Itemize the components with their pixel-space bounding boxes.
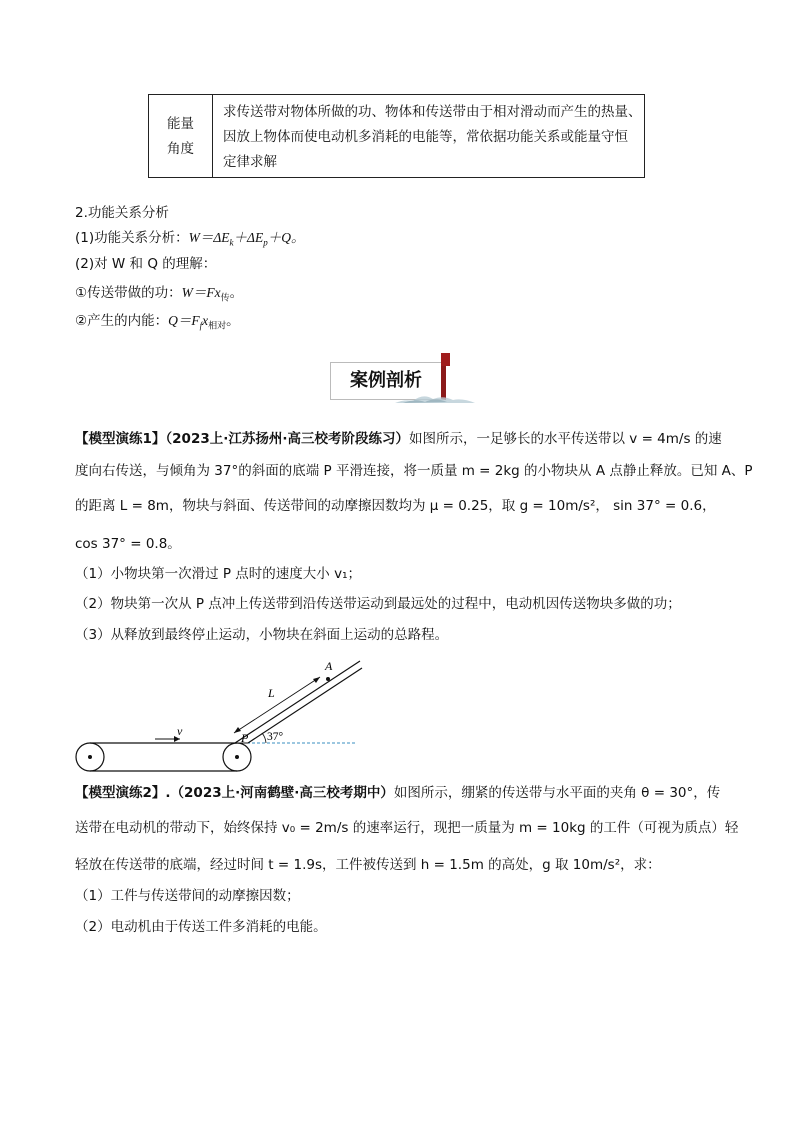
belt-work-line xyxy=(75,283,243,309)
section-heading: 2.功能关系分析 xyxy=(75,205,169,221)
energy-angle-table xyxy=(148,94,645,178)
table-content-line2: 因放上物体而使电动机多消耗的电能等，常依据功能关系或能量守恒 xyxy=(223,129,628,145)
energy-relation-formula-c: ＋Q。 xyxy=(267,230,305,245)
internal-energy-x: x xyxy=(202,313,209,328)
belt-work-formula: W＝Fx xyxy=(181,285,221,300)
problem1-source: （2023上·江苏扬州·高三校考阶段练习） xyxy=(165,431,409,447)
problem1-line4: cos 37° = 0.8。 xyxy=(75,536,181,552)
banner-mountain-decoration xyxy=(395,389,475,405)
internal-energy-line xyxy=(75,311,240,337)
table-label-line1: 能量 xyxy=(167,116,194,132)
table-content-line3: 定律求解 xyxy=(223,154,277,170)
point-a-label: A xyxy=(325,659,333,673)
energy-relation-prefix: (1)功能关系分析： xyxy=(75,230,189,246)
problem2-line1-text: 如图所示，绷紧的传送带与水平面的夹角 θ = 30°，传 xyxy=(393,785,721,801)
velocity-label: v xyxy=(177,724,183,738)
problem1-line2: 度向右传送，与倾角为 37°的斜面的底端 P 平滑连接，将一质量 m = 2kg 的小物块从 A 点静止释放。已知 A、P xyxy=(75,463,753,479)
problem1-question3: （3）从释放到最终停止运动，小物块在斜面上运动的总路程。 xyxy=(75,627,449,643)
internal-energy-sub-f: f xyxy=(199,320,203,331)
angle-arc xyxy=(262,733,266,743)
internal-energy-sub-rel: 相对 xyxy=(208,321,227,332)
problem2-question1: （1）工件与传送带间的动摩擦因数； xyxy=(75,888,300,904)
energy-relation-sub-k: k xyxy=(229,237,234,248)
problem1-question1: （1）小物块第一次滑过 P 点时的速度大小 v₁； xyxy=(75,566,362,582)
energy-relation-sub-p: p xyxy=(263,237,268,248)
problem2-source: .（2023上·河南鹤壁·高三校考期中） xyxy=(165,785,394,801)
table-label-cell xyxy=(149,95,213,177)
belt-work-prefix: ①传送带做的功： xyxy=(75,285,182,301)
length-label: L xyxy=(268,686,275,700)
problem2-line2: 送带在电动机的带动下，始终保持 v₀ = 2m/s 的速率运行，现把一质量为 m = 10kg 的工件（可视为质点）轻 xyxy=(75,820,739,836)
banner-red-square xyxy=(441,353,450,366)
problem1-line1-text: 如图所示，一足够长的水平传送带以 v = 4m/s 的速 xyxy=(409,431,722,447)
table-content-line1: 求传送带对物体所做的功、物体和传送带由于相对滑动而产生的热量、 xyxy=(223,104,642,120)
energy-relation-line xyxy=(75,228,304,253)
angle-label: 37° xyxy=(267,731,284,743)
problem2-line3: 轻放在传送带的底端，经过时间 t = 1.9s，工件被传送到 h = 1.5m 的高处，g 取 10m/s²，求： xyxy=(75,857,661,873)
internal-energy-formula: Q＝F xyxy=(168,313,200,328)
internal-energy-end: 。 xyxy=(226,313,240,329)
problem1-line1 xyxy=(75,429,722,449)
problem2-tag: 【模型演练2】 xyxy=(75,785,166,801)
problem1-tag: 【模型演练1】 xyxy=(75,431,166,447)
belt-work-sub: 传 xyxy=(220,293,230,304)
point-a-dot xyxy=(326,677,330,681)
conveyor-belt xyxy=(76,743,251,771)
problem2-question2: （2）电动机由于传送工件多消耗的电能。 xyxy=(75,919,327,935)
energy-relation-formula-b: ＋ΔE xyxy=(233,230,264,245)
problem1-line3: 的距离 L = 8m，物块与斜面、传送带间的动摩擦因数均为 μ = 0.25，取 g = 10m/s²， sin 37° = 0.6， xyxy=(75,498,716,514)
conveyor-incline-figure xyxy=(70,655,370,775)
internal-energy-prefix: ②产生的内能： xyxy=(75,313,169,329)
banner-title: 案例剖析 xyxy=(350,370,422,391)
energy-relation-formula-a: W＝ΔE xyxy=(188,230,230,245)
belt-work-end: 。 xyxy=(229,285,244,301)
incline-surface xyxy=(235,661,362,743)
problem2-line1 xyxy=(75,783,720,803)
problem1-question2: （2）物块第一次从 P 点冲上传送带到沿传送带运动到最远处的过程中，电动机因传送物块多做的功； xyxy=(75,596,681,612)
table-label-line2: 角度 xyxy=(167,141,194,157)
understanding-line: (2)对 W 和 Q 的理解： xyxy=(75,256,217,272)
point-p-label: P xyxy=(241,731,249,745)
